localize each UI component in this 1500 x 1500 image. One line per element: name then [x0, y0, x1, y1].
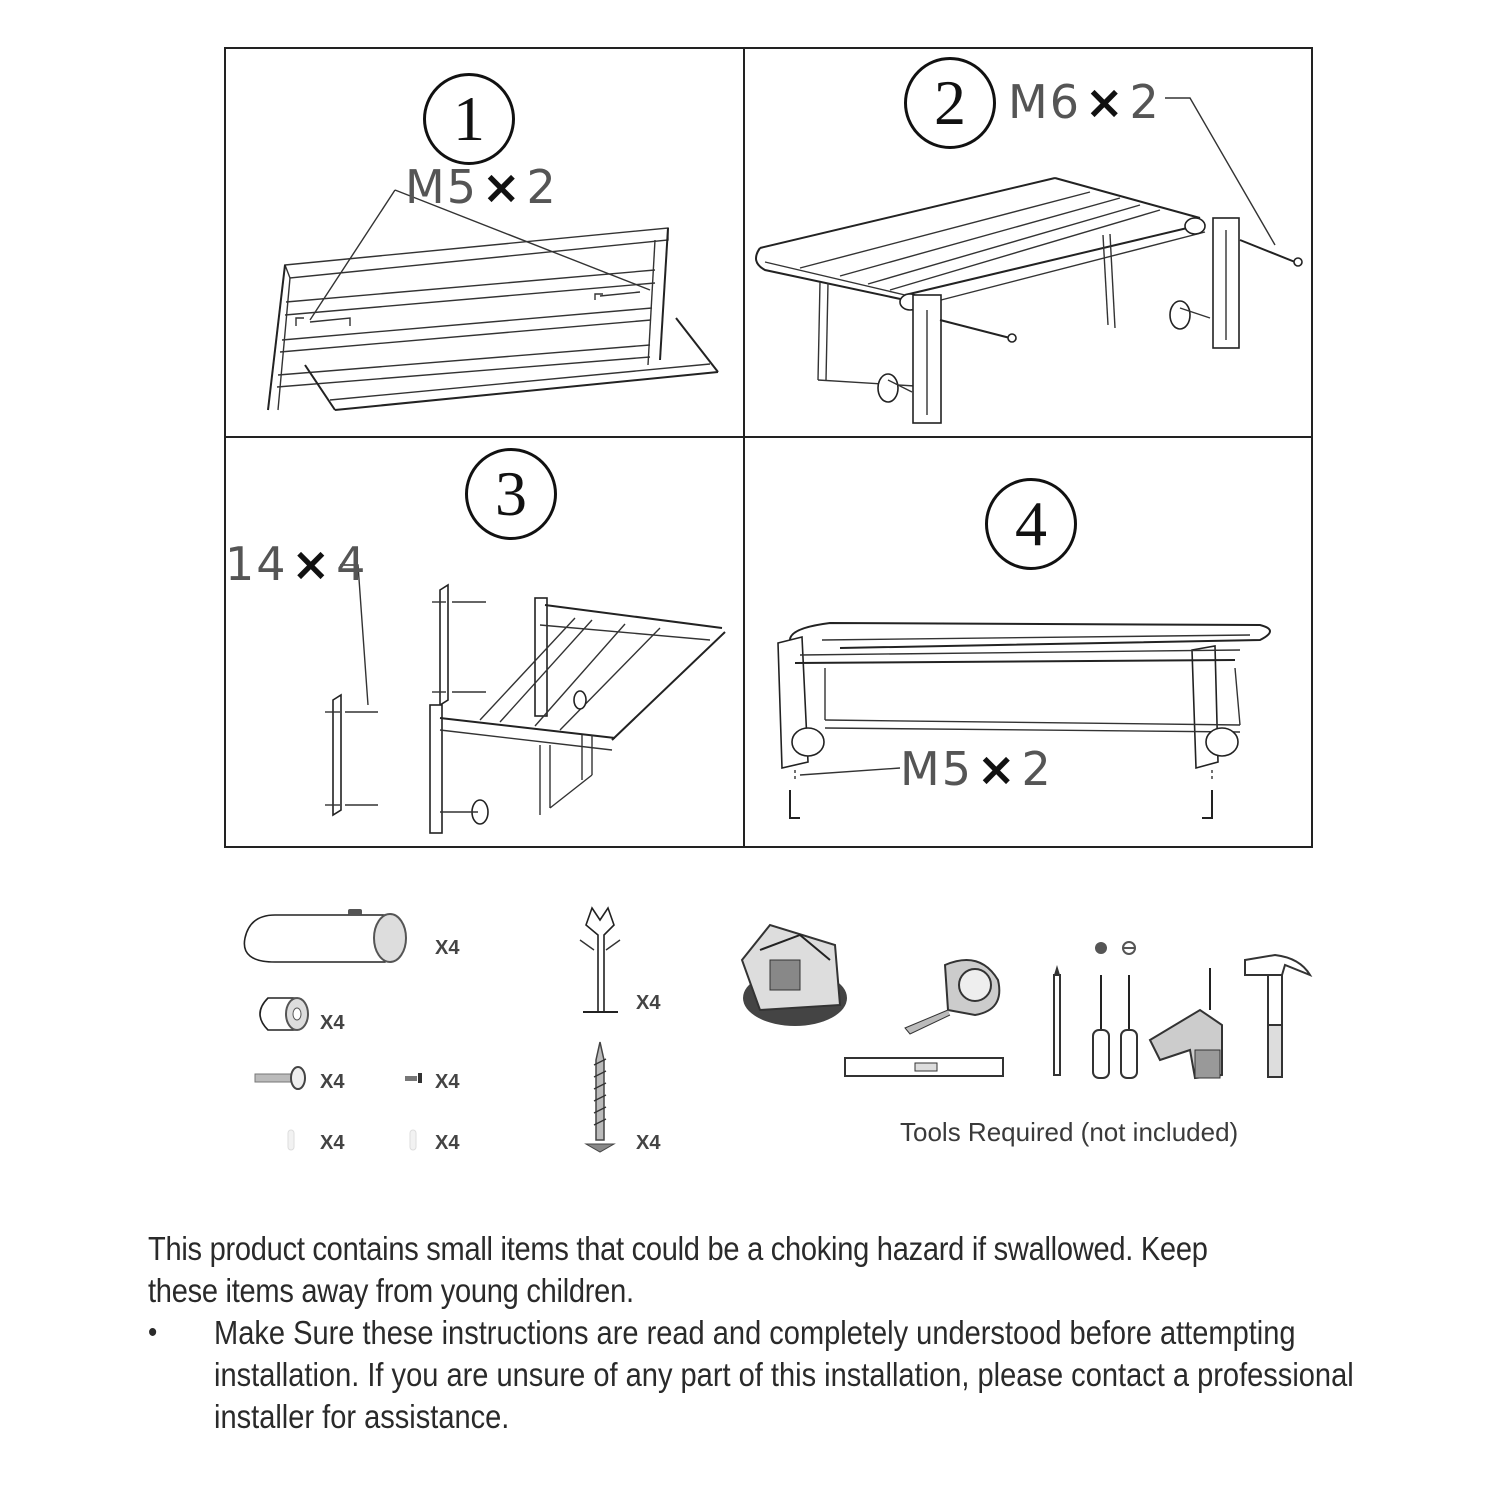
step-4-fastener-qty: 2 — [1021, 742, 1053, 796]
phillips-screwdriver-icon — [1093, 942, 1109, 1078]
end-cap-quantity: X4 — [320, 1012, 345, 1034]
wall-anchor-icon — [580, 908, 620, 1012]
small-screw-quantity: X4 — [435, 1071, 460, 1093]
step-3-fastener-label — [225, 537, 367, 591]
step-2-number-text: 2 — [934, 67, 966, 138]
wood-screw-quantity: X4 — [636, 1132, 661, 1154]
wood-screw-icon — [586, 1042, 614, 1152]
wall-anchor-quantity: X4 — [636, 992, 661, 1014]
tube-icon — [244, 909, 406, 962]
step-1-times: × — [481, 160, 523, 214]
step-3-fastener-qty: 4 — [336, 537, 368, 591]
step-grid-frame — [225, 48, 1312, 847]
step-4-fastener-size: M5 — [900, 742, 973, 796]
step-4-number — [985, 478, 1077, 570]
bolt-quantity: X4 — [320, 1071, 345, 1093]
step-2-times: × — [1084, 75, 1126, 129]
step-4-fastener-label — [900, 742, 1053, 796]
tube-quantity: X4 — [435, 937, 460, 959]
installation-instructions-text: Make Sure these instructions are read and completely understood before attempting installation. If you are unsure of any part of this installation, please contact a professional installer for assistance. — [214, 1314, 1354, 1435]
washer-a-quantity: X4 — [320, 1132, 345, 1154]
step-1-fastener-label — [405, 160, 558, 214]
step-3-fastener-size: 14 — [225, 537, 288, 591]
step-3-times: × — [291, 537, 333, 591]
washer-b-icon — [410, 1130, 416, 1150]
step-2-fastener-size: M6 — [1008, 75, 1081, 129]
end-cap-icon — [260, 998, 308, 1030]
parts-list-drawings — [244, 908, 620, 1152]
step-2-drawing — [756, 98, 1302, 423]
pencil-icon — [1054, 965, 1060, 1075]
choking-hazard-warning: This product contains small items that could be a choking hazard if swallowed. Keep these items away from young children. — [148, 1230, 1208, 1309]
step-4-times: × — [976, 742, 1018, 796]
step-1-drawing — [268, 190, 718, 410]
tools-drawings — [742, 925, 1310, 1078]
step-2-number — [904, 57, 996, 149]
step-3-number-text: 3 — [495, 458, 527, 529]
flat-screwdriver-icon — [1121, 942, 1137, 1078]
step-4-number-text: 4 — [1015, 488, 1047, 559]
step-3-drawing — [325, 565, 725, 833]
step-1-number — [423, 73, 515, 165]
step-1-fastener-qty: 2 — [526, 160, 558, 214]
step-2-fastener-qty: 2 — [1129, 75, 1161, 129]
tools-required-caption: Tools Required (not included) — [900, 1117, 1239, 1147]
washer-b-quantity: X4 — [435, 1132, 460, 1154]
step-1-number-text: 1 — [453, 83, 485, 154]
step-1-fastener-size: M5 — [405, 160, 478, 214]
step-2-fastener-label — [1008, 75, 1161, 129]
washer-a-icon — [288, 1130, 294, 1150]
bolt-icon — [255, 1067, 305, 1089]
spirit-level-icon — [845, 1058, 1003, 1076]
toolbox-icon — [742, 925, 847, 1026]
small-screw-icon — [405, 1073, 422, 1083]
bullet-point: • — [148, 1316, 158, 1349]
drill-icon — [1150, 968, 1222, 1078]
step-3-number — [465, 448, 557, 540]
tape-measure-icon — [905, 960, 999, 1034]
hammer-icon — [1245, 955, 1310, 1077]
